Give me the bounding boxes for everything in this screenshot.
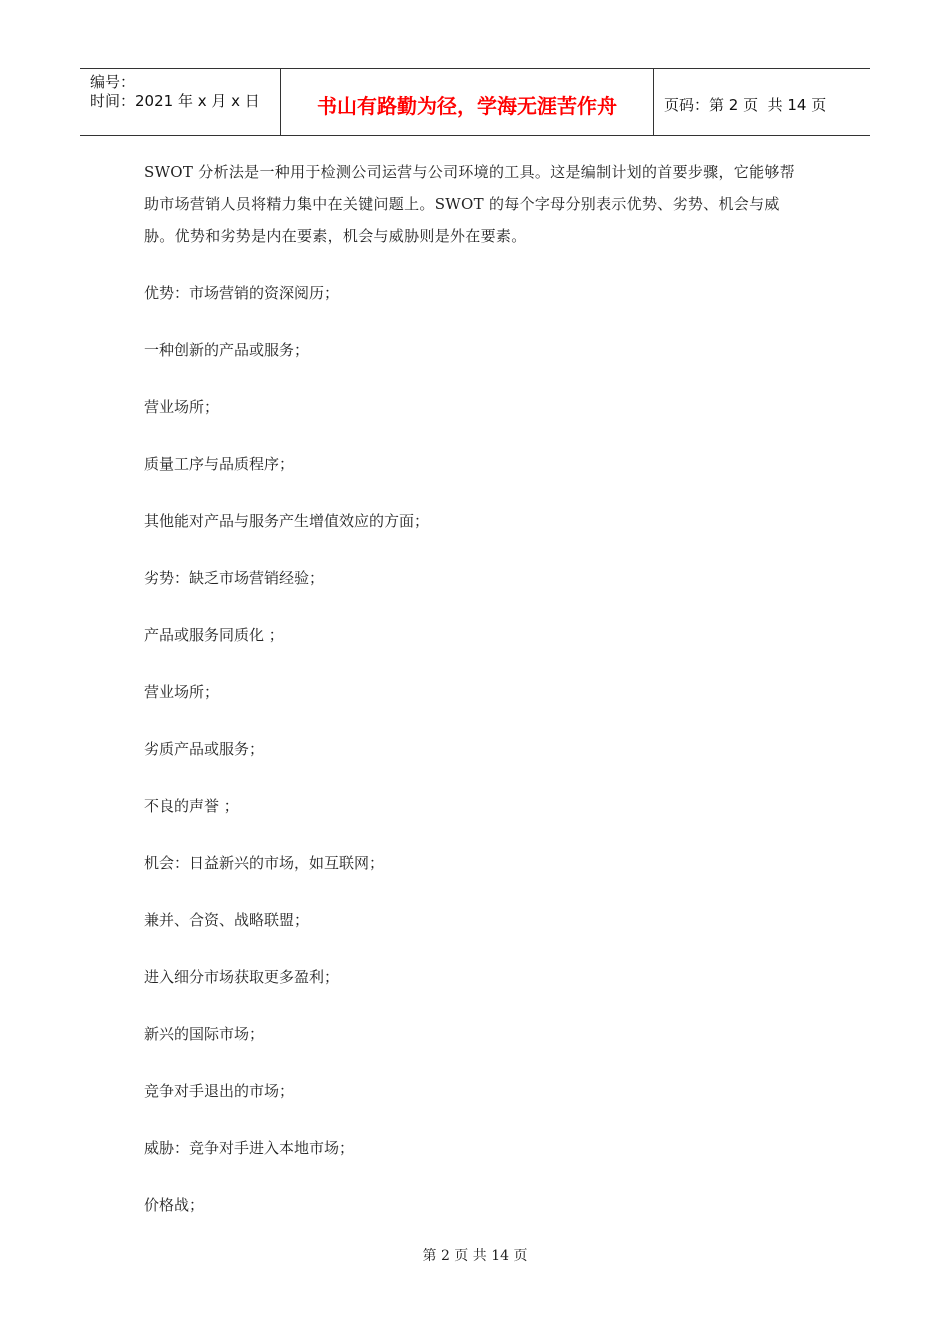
- page-footer: 第 2 页 共 14 页: [422, 1248, 528, 1264]
- list-item: 竞争对手退出的市场；: [144, 1082, 295, 1100]
- list-item: 兼并、合资、战略联盟；: [144, 911, 310, 929]
- motto-text: 书山有路勤为径，学海无涯苦作舟: [317, 93, 617, 118]
- list-item: 质量工序与品质程序；: [144, 455, 295, 473]
- intro-paragraph: SWOT 分析法是一种用于检测公司运营与公司环境的工具。这是编制计划的首要步骤，它能够帮助市场营销人员将精力集中在关键问题上。SWOT 的每个字母分别表示优势、劣势、机会与威胁。优势和劣势是内在要素，机会与威胁则是外在要素。: [144, 163, 795, 245]
- list-item: 劣势：缺乏市场营销经验；: [144, 569, 325, 587]
- list-item: 其他能对产品与服务产生增值效应的方面；: [144, 512, 430, 530]
- time-label: 时间：2021 年 x 月 x 日: [90, 92, 260, 110]
- page-header: [80, 68, 870, 136]
- list-item: 进入细分市场获取更多盈利；: [144, 968, 340, 986]
- document-body: [144, 156, 804, 1246]
- list-item: 劣质产品或服务；: [144, 740, 265, 758]
- list-item: 一种创新的产品或服务；: [144, 341, 310, 359]
- list-item: 新兴的国际市场；: [144, 1025, 265, 1043]
- header-info-cell: [80, 69, 281, 135]
- list-item: 营业场所；: [144, 683, 220, 701]
- header-page-code-cell: [654, 69, 870, 135]
- list-item: 优势：市场营销的资深阅历；: [144, 284, 340, 302]
- list-item: 产品或服务同质化 ；: [144, 626, 284, 644]
- list-item: 不良的声誉 ；: [144, 797, 239, 815]
- page-code-text: 页码：第 2 页 共 14 页: [664, 95, 827, 114]
- list-item: 营业场所；: [144, 398, 220, 416]
- serial-number-label: 编号：: [90, 73, 136, 91]
- list-item: 威胁：竞争对手进入本地市场；: [144, 1139, 355, 1157]
- list-item: 机会：日益新兴的市场，如互联网；: [144, 854, 385, 872]
- header-motto-cell: [281, 69, 654, 135]
- swot-list: [144, 277, 804, 1246]
- list-item: 价格战；: [144, 1196, 205, 1214]
